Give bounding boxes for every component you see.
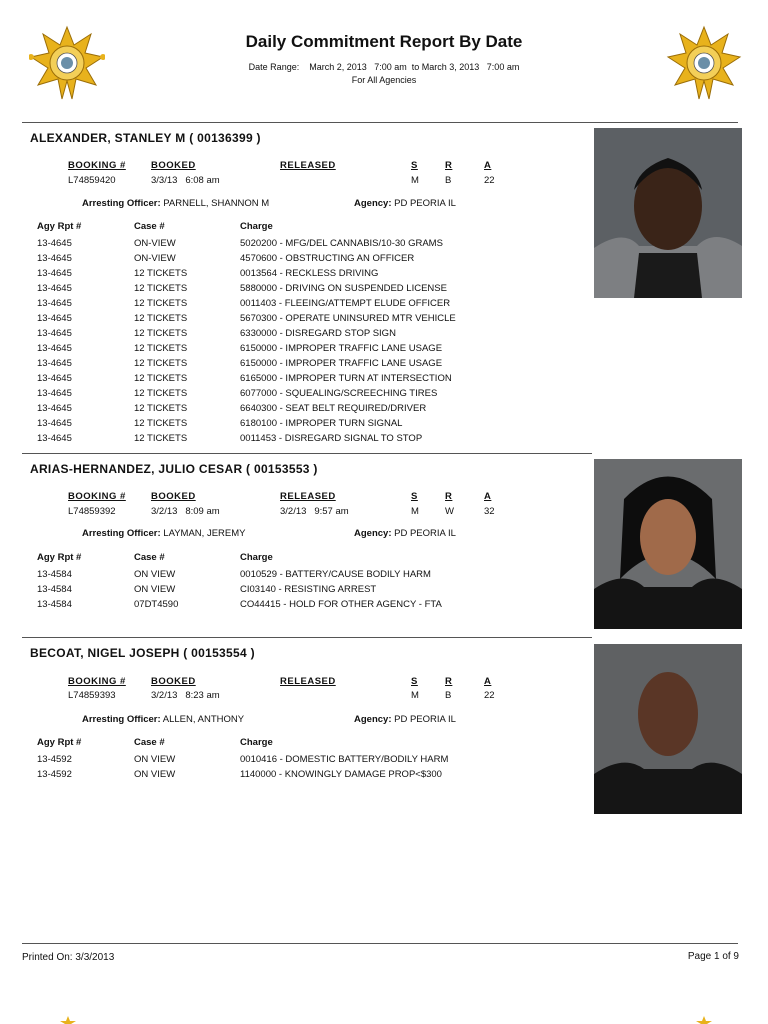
charge-description: 0010529 - BATTERY/CAUSE BODILY HARM — [240, 569, 431, 580]
charge-row — [0, 311, 590, 326]
case-header: Case # — [134, 552, 165, 563]
inmate-name: BECOAT, NIGEL JOSEPH ( 00153554 ) — [30, 646, 255, 660]
case-header: Case # — [134, 221, 165, 232]
inmate-name: ALEXANDER, STANLEY M ( 00136399 ) — [30, 131, 261, 145]
charge-description: 6640300 - SEAT BELT REQUIRED/DRIVER — [240, 403, 427, 414]
agy-rpt-number: 13-4645 — [37, 268, 72, 279]
sheriff-star-badge-bottom-left — [60, 1016, 76, 1024]
charge-description: 6330000 - DISREGARD STOP SIGN — [240, 328, 396, 339]
case-number: 12 TICKETS — [134, 268, 188, 279]
agy-rpt-number: 13-4645 — [37, 283, 72, 294]
charge-row — [0, 356, 590, 371]
case-number: 12 TICKETS — [134, 358, 188, 369]
agencies-line: For All Agencies — [351, 75, 417, 85]
case-number: 12 TICKETS — [134, 373, 188, 384]
sheriff-star-badge-bottom-right — [696, 1016, 712, 1024]
age-value: 22 — [484, 175, 495, 186]
agency-label: Agency: — [354, 198, 392, 209]
arresting-officer-label: Arresting Officer: — [82, 528, 161, 539]
booking-header: BOOKING # — [68, 160, 126, 171]
booked-header: BOOKED — [151, 676, 196, 687]
charge-row — [0, 767, 590, 782]
agy-rpt-number: 13-4645 — [37, 388, 72, 399]
charge-description: 1140000 - KNOWINGLY DAMAGE PROP<$300 — [240, 769, 442, 780]
inmate-name: ARIAS-HERNANDEZ, JULIO CESAR ( 00153553 ) — [30, 462, 318, 476]
charge-row — [0, 296, 590, 311]
agy-rpt-number: 13-4592 — [37, 769, 72, 780]
race-value: B — [445, 175, 452, 186]
charge-row — [0, 582, 590, 597]
charge-description: 6165000 - IMPROPER TURN AT INTERSECTION — [240, 373, 452, 384]
arresting-officer-label: Arresting Officer: — [82, 714, 161, 725]
sex-value: M — [411, 175, 419, 186]
sex-header: S — [411, 160, 418, 171]
booked-header: BOOKED — [151, 491, 196, 502]
arresting-officer-value: LAYMAN, JEREMY — [163, 528, 246, 539]
case-number: 12 TICKETS — [134, 298, 188, 309]
charge-description: 4570600 - OBSTRUCTING AN OFFICER — [240, 253, 415, 264]
case-number: 12 TICKETS — [134, 343, 188, 354]
agy-rpt-number: 13-4645 — [37, 343, 72, 354]
charge-row — [0, 236, 590, 251]
mugshot-photo — [594, 644, 742, 814]
charge-row — [0, 371, 590, 386]
sex-value: M — [411, 690, 419, 701]
booked-time: 3/2/13 8:09 am — [151, 506, 220, 517]
age-value: 32 — [484, 506, 495, 517]
charge-header: Charge — [240, 552, 273, 563]
released-time: 3/2/13 9:57 am — [280, 506, 349, 517]
charge-description: 6180100 - IMPROPER TURN SIGNAL — [240, 418, 403, 429]
charge-description: 0010416 - DOMESTIC BATTERY/BODILY HARM — [240, 754, 449, 765]
race-header: R — [445, 160, 453, 171]
arresting-officer — [82, 528, 245, 539]
age-header: A — [484, 160, 492, 171]
booking-header: BOOKING # — [68, 491, 126, 502]
released-header: RELEASED — [280, 491, 336, 502]
booking-number: L74859392 — [68, 506, 116, 517]
agency-value: PD PEORIA IL — [394, 528, 456, 539]
charge-row — [0, 341, 590, 356]
agy-rpt-number: 13-4645 — [37, 433, 72, 444]
arresting-officer-value: ALLEN, ANTHONY — [162, 714, 245, 725]
arresting-officer-label: Arresting Officer: — [82, 198, 161, 209]
mugshot-photo — [594, 128, 742, 298]
report-subtitle — [0, 61, 768, 87]
charges-header-row — [0, 221, 590, 236]
agency — [354, 714, 456, 725]
case-number: ON-VIEW — [134, 238, 176, 249]
released-header: RELEASED — [280, 676, 336, 687]
booking-number: L74859420 — [68, 175, 116, 186]
charges-list — [0, 752, 590, 782]
released-header: RELEASED — [280, 160, 336, 171]
case-number: 12 TICKETS — [134, 283, 188, 294]
race-header: R — [445, 676, 453, 687]
page-number: Page 1 of 9 — [687, 951, 739, 962]
agy-rpt-number: 13-4645 — [37, 253, 72, 264]
agy-rpt-number: 13-4645 — [37, 358, 72, 369]
charge-row — [0, 386, 590, 401]
arresting-officer — [82, 714, 244, 725]
charges-list — [0, 567, 590, 612]
case-number: ON VIEW — [134, 769, 176, 780]
booked-time: 3/3/13 6:08 am — [151, 175, 220, 186]
agy-rpt-number: 13-4584 — [37, 569, 72, 580]
case-number: 12 TICKETS — [134, 388, 188, 399]
agy-rpt-number: 13-4645 — [37, 298, 72, 309]
charge-row — [0, 281, 590, 296]
case-number: ON VIEW — [134, 584, 176, 595]
race-value: W — [445, 506, 454, 517]
booked-header: BOOKED — [151, 160, 196, 171]
arresting-officer — [82, 198, 269, 209]
report-title: Daily Commitment Report By Date — [245, 32, 523, 51]
charge-row — [0, 752, 590, 767]
charge-description: 6150000 - IMPROPER TRAFFIC LANE USAGE — [240, 343, 443, 354]
agency-label: Agency: — [354, 528, 392, 539]
charge-row — [0, 326, 590, 341]
divider — [22, 453, 592, 454]
agy-rpt-header: Agy Rpt # — [37, 737, 82, 748]
booked-time: 3/2/13 8:23 am — [151, 690, 220, 701]
booking-number: L74859393 — [68, 690, 116, 701]
charge-description: 0011403 - FLEEING/ATTEMPT ELUDE OFFICER — [240, 298, 451, 309]
mugshot-photo — [594, 459, 742, 629]
charge-description: CO44415 - HOLD FOR OTHER AGENCY - FTA — [240, 599, 442, 610]
charge-header: Charge — [240, 737, 273, 748]
case-number: ON-VIEW — [134, 253, 176, 264]
charges-header-row — [0, 737, 590, 752]
agy-rpt-number: 13-4645 — [37, 328, 72, 339]
agy-rpt-header: Agy Rpt # — [37, 221, 82, 232]
case-number: 12 TICKETS — [134, 313, 188, 324]
case-number: 07DT4590 — [134, 599, 179, 610]
charge-description: CI03140 - RESISTING ARREST — [240, 584, 377, 595]
agency-label: Agency: — [354, 714, 392, 725]
arresting-officer-value: PARNELL, SHANNON M — [163, 198, 270, 209]
charge-description: 6150000 - IMPROPER TRAFFIC LANE USAGE — [240, 358, 443, 369]
charge-row — [0, 597, 590, 612]
charge-description: 0011453 - DISREGARD SIGNAL TO STOP — [240, 433, 423, 444]
charge-row — [0, 567, 590, 582]
booking-header: BOOKING # — [68, 676, 126, 687]
charge-row — [0, 401, 590, 416]
charge-description: 0013564 - RECKLESS DRIVING — [240, 268, 379, 279]
charges-header-row — [0, 552, 590, 567]
charge-description: 5020200 - MFG/DEL CANNABIS/10-30 GRAMS — [240, 238, 443, 249]
agency-value: PD PEORIA IL — [394, 198, 456, 209]
age-value: 22 — [484, 690, 495, 701]
agy-rpt-number: 13-4645 — [37, 403, 72, 414]
agy-rpt-number: 13-4645 — [37, 418, 72, 429]
agency — [354, 528, 456, 539]
charge-description: 6077000 - SQUEALING/SCREECHING TIRES — [240, 388, 438, 399]
sex-header: S — [411, 491, 418, 502]
charge-row — [0, 431, 590, 446]
date-range: Date Range: March 2, 2013 7:00 am to March 3, 2013 7:00 am — [248, 62, 520, 72]
agy-rpt-number: 13-4645 — [37, 313, 72, 324]
agy-rpt-number: 13-4645 — [37, 373, 72, 384]
case-number: 12 TICKETS — [134, 418, 188, 429]
agy-rpt-header: Agy Rpt # — [37, 552, 82, 563]
printed-on: Printed On: 3/3/2013 — [22, 952, 115, 963]
agy-rpt-number: 13-4584 — [37, 584, 72, 595]
agency — [354, 198, 456, 209]
charges-list — [0, 236, 590, 446]
charge-header: Charge — [240, 221, 273, 232]
sex-value: M — [411, 506, 419, 517]
race-header: R — [445, 491, 453, 502]
charge-description: 5670300 - OPERATE UNINSURED MTR VEHICLE — [240, 313, 456, 324]
charge-row — [0, 251, 590, 266]
agy-rpt-number: 13-4645 — [37, 238, 72, 249]
case-number: ON VIEW — [134, 754, 176, 765]
agy-rpt-number: 13-4592 — [37, 754, 72, 765]
charge-row — [0, 416, 590, 431]
agency-value: PD PEORIA IL — [394, 714, 456, 725]
divider — [22, 637, 592, 638]
agy-rpt-number: 13-4584 — [37, 599, 72, 610]
age-header: A — [484, 676, 492, 687]
case-number: 12 TICKETS — [134, 403, 188, 414]
charge-description: 5880000 - DRIVING ON SUSPENDED LICENSE — [240, 283, 447, 294]
case-header: Case # — [134, 737, 165, 748]
case-number: ON VIEW — [134, 569, 176, 580]
case-number: 12 TICKETS — [134, 433, 188, 444]
case-number: 12 TICKETS — [134, 328, 188, 339]
divider — [22, 122, 738, 123]
footer-divider — [22, 943, 738, 944]
sex-header: S — [411, 676, 418, 687]
race-value: B — [445, 690, 452, 701]
age-header: A — [484, 491, 492, 502]
charge-row — [0, 266, 590, 281]
